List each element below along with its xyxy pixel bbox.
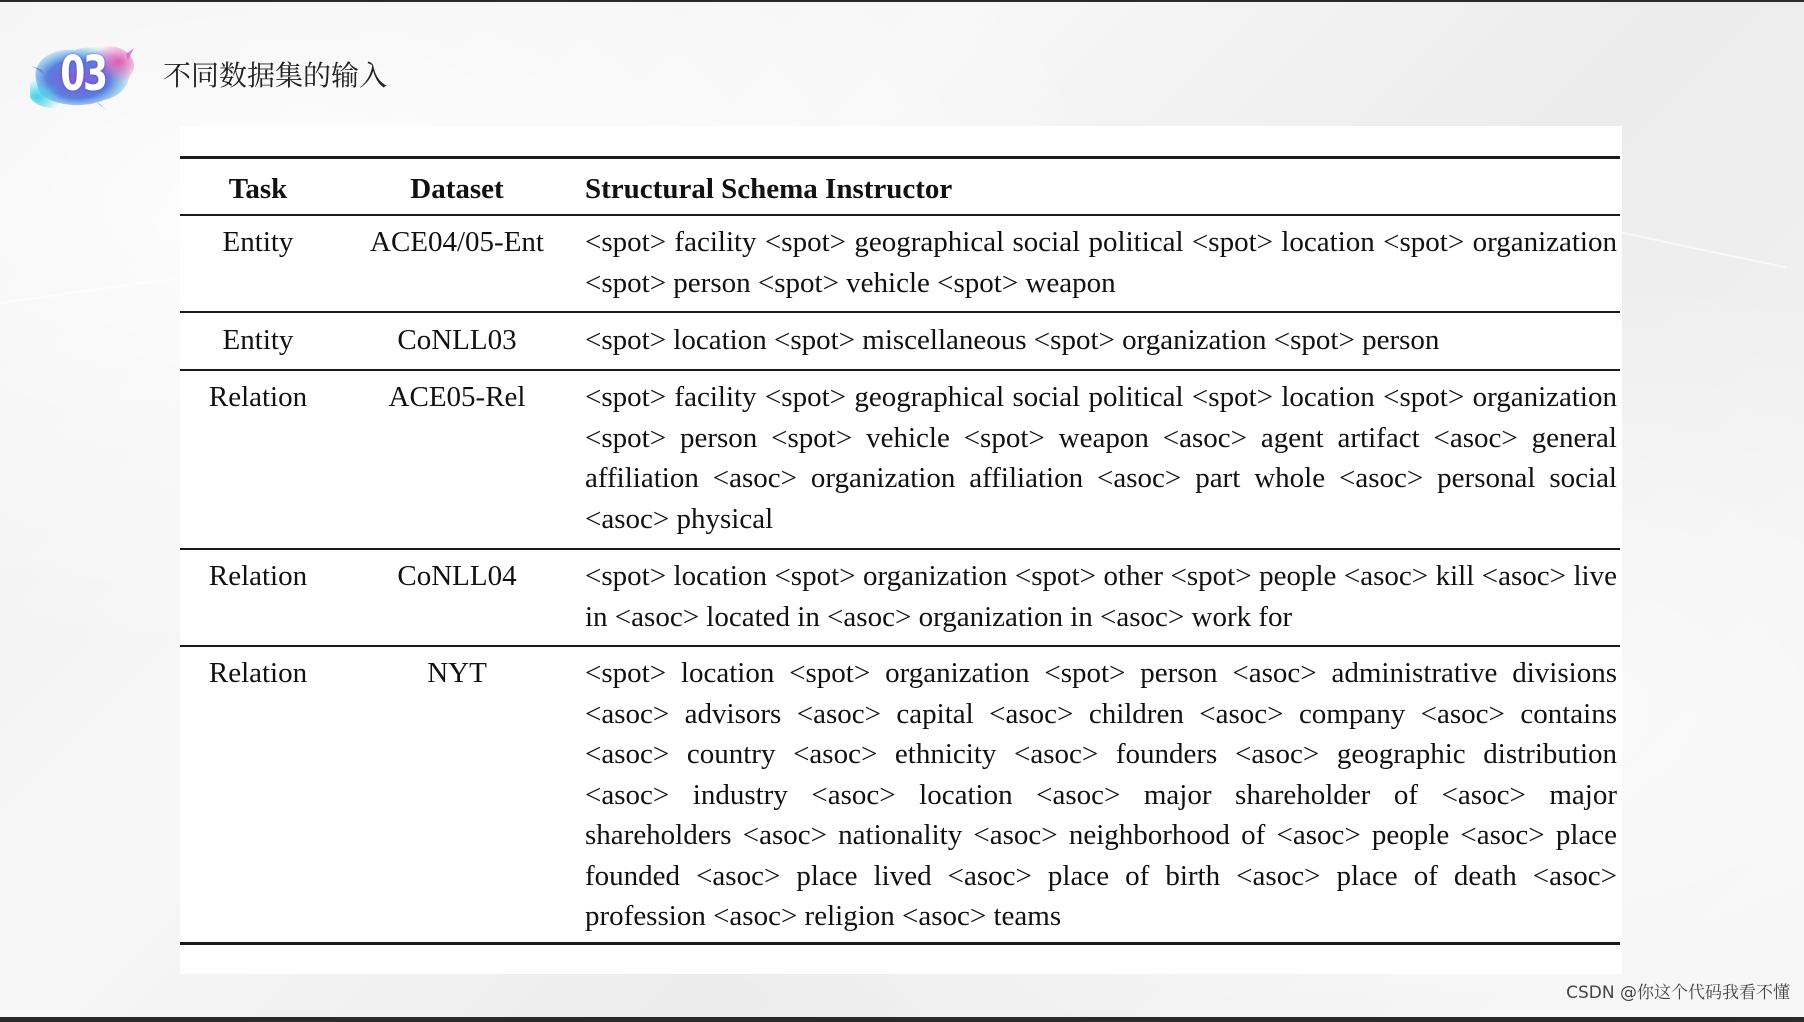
dataset-cell: NYT	[427, 657, 487, 689]
table-top-rule	[180, 156, 1620, 159]
task-cell: Entity	[222, 226, 294, 258]
dataset-cell: ACE05-Rel	[388, 381, 526, 413]
task-cell: Relation	[208, 381, 308, 413]
section-number: 03	[60, 46, 106, 102]
schema-cell: <spot> facility <spot> geographical social political <spot> location <spot> organization <spot> person <spot> vehicle <spot> weapon	[585, 226, 1617, 299]
row-rule	[180, 369, 1620, 371]
dataset-cell: CoNLL03	[397, 324, 517, 356]
task-cell: Entity	[222, 324, 294, 356]
schema-cell: <spot> location <spot> organization <spot> other <spot> people <asoc> kill <asoc> live in <asoc> located in <asoc> organization in <asoc> work for	[585, 560, 1617, 633]
schema-table-panel	[180, 126, 1622, 974]
dataset-cell: ACE04/05-Ent	[370, 226, 544, 258]
dataset-cell: CoNLL04	[397, 560, 517, 592]
header-rule	[180, 214, 1620, 216]
table-bottom-rule	[180, 942, 1620, 945]
header-dataset: Dataset	[410, 173, 504, 205]
slide-title: 不同数据集的输入	[163, 59, 388, 92]
header-schema: Structural Schema Instructor	[585, 173, 953, 205]
schema-cell: <spot> facility <spot> geographical social political <spot> location <spot> organization <spot> person <spot> vehicle <spot> weapon <asoc> agent artifact <asoc> general affiliation <asoc> organization affiliation <asoc> part whole <asoc> personal social <asoc> physical	[585, 381, 1617, 535]
schema-cell: <spot> location <spot> miscellaneous <spot> organization <spot> person	[585, 324, 1440, 356]
watermark: CSDN @你这个代码我看不懂	[1566, 983, 1790, 1003]
header-task: Task	[228, 173, 288, 205]
row-rule	[180, 548, 1620, 550]
section-badge	[30, 40, 134, 110]
schema-cell: <spot> location <spot> organization <spot> person <asoc> administrative divisions <asoc> advisors <asoc> capital <asoc> children <asoc> company <asoc> contains <asoc> country <asoc> ethnicity <asoc> founders <asoc> geographic distribution <asoc> industry <asoc> location <asoc> major shareholder of <asoc> major shareholders <asoc> nationality <asoc> neighborhood of <asoc> people <asoc> place founded <asoc> place lived <asoc> place of birth <asoc> place of death <asoc> profession <asoc> religion <asoc> teams	[585, 657, 1617, 932]
row-rule	[180, 311, 1620, 313]
task-cell: Relation	[208, 657, 308, 689]
row-rule	[180, 645, 1620, 647]
task-cell: Relation	[208, 560, 308, 592]
